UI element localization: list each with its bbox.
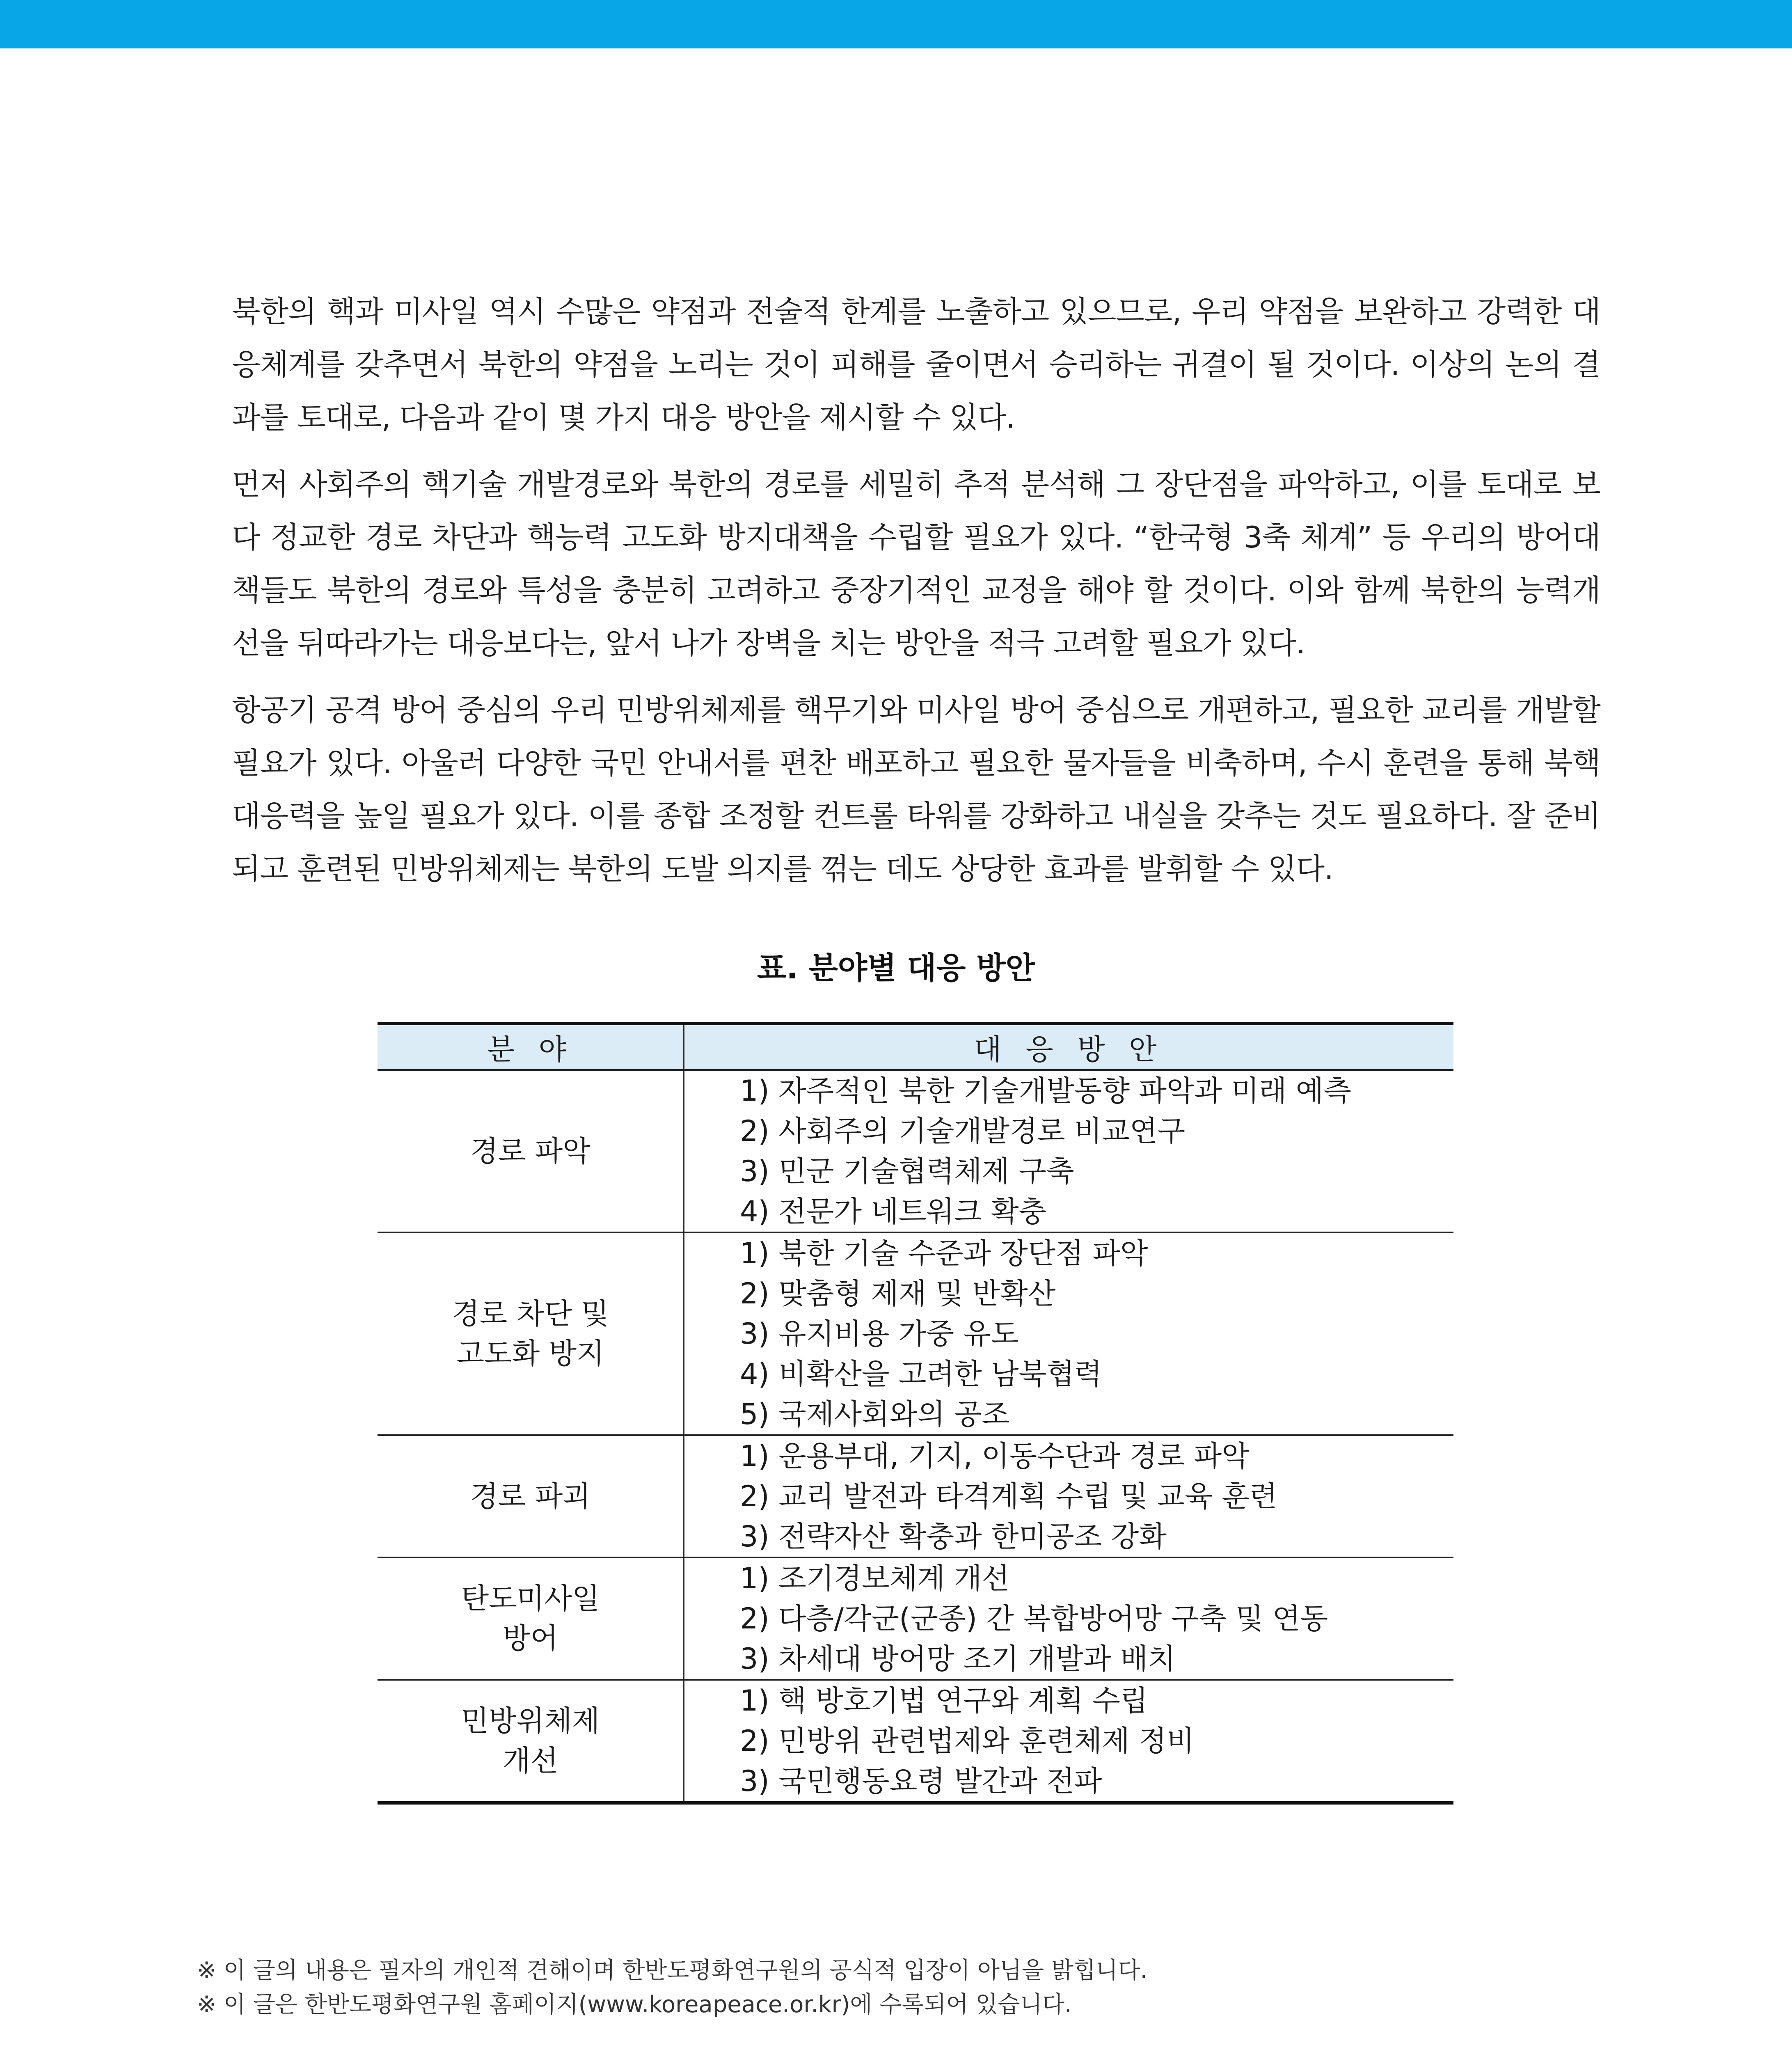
body-text bbox=[232, 285, 1600, 909]
category-line: 경로 파악 bbox=[470, 1134, 590, 1168]
footnote: ※ 이 글의 내용은 필자의 개인적 견해이며 한반도평화연구원의 공식적 입장이 아님을 밝힙니다. bbox=[197, 1957, 1148, 1984]
items-cell bbox=[684, 1680, 1454, 1803]
category-cell bbox=[378, 1680, 684, 1803]
list-item: 4) 전문가 네트워크 확충 bbox=[740, 1195, 1047, 1228]
list-item: 4) 비확산을 고려한 남북협력 bbox=[740, 1357, 1102, 1391]
paragraph: 북한의 핵과 미사일 역시 수많은 약점과 전술적 한계를 노출하고 있으므로, 우리 약점을 보완하고 강력한 대응체계를 갖추면서 북한의 약점을 노리는 것이 피해를 줄이면서 승리하는 귀결이 될 것이다. 이상의 논의 결과를 토대로, 다음과 같이 몇 가지 대응 방안을 제시할 수 있다. bbox=[232, 294, 1600, 435]
category-line: 고도화 방지 bbox=[456, 1337, 604, 1370]
response-table bbox=[378, 1022, 1453, 1805]
list-item: 2) 교리 발전과 타격계획 수립 및 교육 훈련 bbox=[740, 1479, 1277, 1513]
category-line: 경로 차단 및 bbox=[452, 1297, 609, 1331]
list-item: 1) 운용부대, 기지, 이동수단과 경로 파악 bbox=[740, 1439, 1250, 1473]
items-cell bbox=[684, 1070, 1454, 1232]
category-line: 탄도미사일 bbox=[461, 1582, 600, 1615]
header-field: 분 야 bbox=[378, 1024, 684, 1070]
paragraph: 먼저 사회주의 핵기술 개발경로와 북한의 경로를 세밀히 추적 분석해 그 장단점을 파악하고, 이를 토대로 보다 정교한 경로 차단과 핵능력 고도화 방지대책을 수립할 필요가 있다. “한국형 3축 체계” 등 우리의 방어대책들도 북한의 경로와 특성을 충분히 고려하고 중장기적인 교정을 해야 할 것이다. 이와 함께 북한의 능력개선을 뒤따라가는 대응보다는, 앞서 나가 장벽을 치는 방안을 적극 고려할 필요가 있다. bbox=[232, 467, 1600, 660]
list-item: 2) 사회주의 기술개발경로 비교연구 bbox=[740, 1114, 1186, 1148]
category-line: 경로 파괴 bbox=[470, 1479, 590, 1513]
table-row bbox=[378, 1435, 1453, 1557]
list-item: 1) 핵 방호기법 연구와 계획 수립 bbox=[740, 1684, 1148, 1718]
category-cell bbox=[378, 1557, 684, 1680]
list-item: 3) 유지비용 가중 유도 bbox=[740, 1317, 1019, 1351]
list-item: 2) 민방위 관련법제와 훈련체제 정비 bbox=[740, 1724, 1195, 1758]
footnotes bbox=[197, 1954, 1147, 2022]
footnote: ※ 이 글은 한반도평화연구원 홈페이지(www.koreapeace.or.kr)에 수록되어 있습니다. bbox=[197, 1991, 1072, 2018]
list-item: 3) 국민행동요령 발간과 전파 bbox=[740, 1764, 1102, 1798]
list-item: 1) 자주적인 북한 기술개발동향 파악과 미래 예측 bbox=[740, 1074, 1352, 1108]
table-header-row bbox=[378, 1024, 1453, 1070]
list-item: 5) 국제사회와의 공조 bbox=[740, 1397, 1010, 1431]
header-measures: 대 응 방 안 bbox=[684, 1024, 1454, 1070]
list-item: 2) 맞춤형 제재 및 반확산 bbox=[740, 1277, 1056, 1310]
table-title: 표. 분야별 대응 방안 bbox=[757, 950, 1035, 986]
list-item: 2) 다층/각군(군종) 간 복합방어망 구축 및 연동 bbox=[740, 1602, 1328, 1635]
list-item: 3) 민군 기술협력체제 구축 bbox=[740, 1154, 1074, 1188]
table-row bbox=[378, 1070, 1453, 1232]
table-row bbox=[378, 1557, 1453, 1680]
category-cell bbox=[378, 1435, 684, 1557]
list-item: 1) 조기경보체계 개선 bbox=[740, 1562, 1010, 1595]
paragraph: 항공기 공격 방어 중심의 우리 민방위체제를 핵무기와 미사일 방어 중심으로 개편하고, 필요한 교리를 개발할 필요가 있다. 아울러 다양한 국민 안내서를 편찬 배포하고 필요한 물자들을 비축하며, 수시 훈련을 통해 북핵 대응력을 높일 필요가 있다. 이를 종합 조정할 컨트롤 타워를 강화하고 내실을 갖추는 것도 필요하다. 잘 준비되고 훈련된 민방위체제는 북한의 도발 의지를 꺾는 데도 상당한 효과를 발휘할 수 있다. bbox=[232, 693, 1600, 886]
category-cell bbox=[378, 1070, 684, 1232]
items-cell bbox=[684, 1232, 1454, 1435]
list-item: 1) 북한 기술 수준과 장단점 파악 bbox=[740, 1237, 1148, 1270]
category-cell bbox=[378, 1232, 684, 1435]
table-row bbox=[378, 1232, 1453, 1435]
category-line: 개선 bbox=[502, 1744, 558, 1777]
table-row bbox=[378, 1680, 1453, 1803]
items-cell bbox=[684, 1557, 1454, 1680]
top-accent-bar bbox=[0, 0, 1792, 48]
plan-table bbox=[378, 1022, 1453, 1805]
category-line: 민방위체제 bbox=[461, 1704, 600, 1738]
list-item: 3) 차세대 방어망 조기 개발과 배치 bbox=[740, 1642, 1176, 1676]
items-cell bbox=[684, 1435, 1454, 1557]
list-item: 3) 전략자산 확충과 한미공조 강화 bbox=[740, 1520, 1167, 1553]
category-line: 방어 bbox=[502, 1621, 558, 1655]
